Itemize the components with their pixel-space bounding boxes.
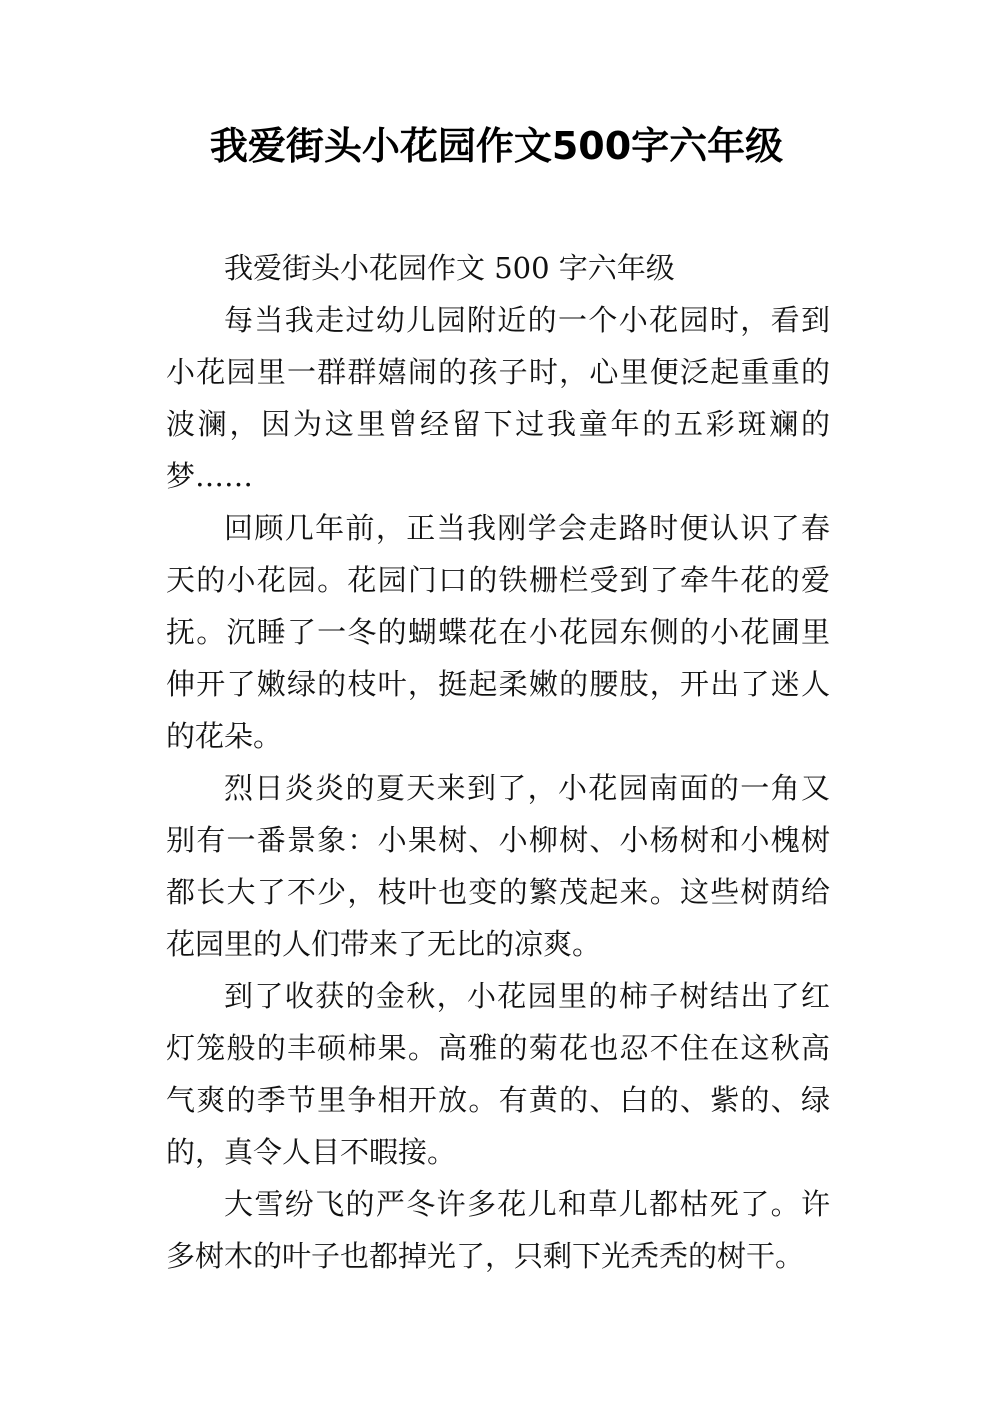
- document-title: 我爱街头小花园作文500字六年级: [209, 124, 784, 168]
- paragraph: 到了收获的金秋，小花园里的柿子树结出了红灯笼般的丰硕柿果。高雅的菊花也忍不住在这秋高气爽的季节里争相开放。有黄的、白的、紫的、绿的，真令人目不暇接。: [166, 979, 830, 1169]
- paragraph: 每当我走过幼儿园附近的一个小花园时，看到小花园里一群群嬉闹的孩子时，心里便泛起重重的波澜，因为这里曾经留下过我童年的五彩斑斓的梦……: [166, 303, 830, 493]
- paragraph: 大雪纷飞的严冬许多花儿和草儿都枯死了。许多树木的叶子也都掉光了，只剩下光秃秃的树干。: [166, 1187, 830, 1273]
- paragraph: 烈日炎炎的夏天来到了，小花园南面的一角又别有一番景象：小果树、小柳树、小杨树和小槐树都长大了不少，枝叶也变的繁茂起来。这些树荫给花园里的人们带来了无比的凉爽。: [166, 771, 830, 961]
- paragraph: 回顾几年前，正当我刚学会走路时便认识了春天的小花园。花园门口的铁栅栏受到了牵牛花的爱抚。沉睡了一冬的蝴蝶花在小花园东侧的小花圃里伸开了嫩绿的枝叶，挺起柔嫩的腰肢，开出了迷人的花朵。: [166, 511, 830, 753]
- paragraph-subtitle: 我爱街头小花园作文 500 字六年级: [224, 251, 675, 285]
- document-body: [166, 242, 830, 1282]
